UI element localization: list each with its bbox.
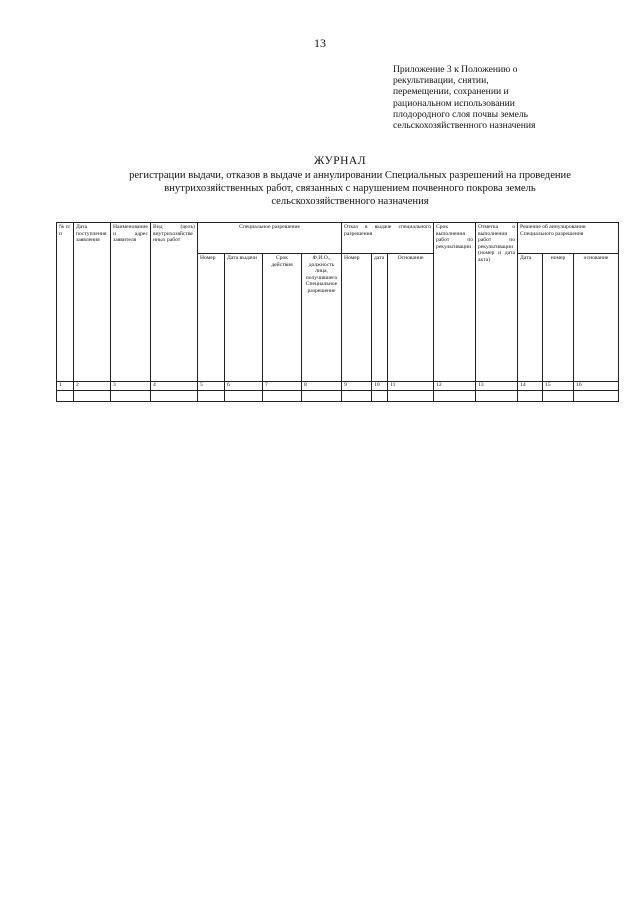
cancel-date-header: Дата <box>518 254 543 382</box>
column-number: 1 <box>57 382 74 391</box>
col-date-header: Дата поступления заявления <box>74 223 111 382</box>
subtitle-line: регистрации выдачи, отказов в выдаче и аннулировании Специальных разрешений на проведение <box>129 170 571 181</box>
refusal-date-header: дата <box>372 254 388 382</box>
column-number: 13 <box>476 382 518 391</box>
empty-data-row <box>57 391 619 402</box>
appendix-line: Приложение 3 к Положению о <box>393 64 518 75</box>
column-number: 4 <box>151 382 198 391</box>
group-cancel-header: Решение об аннулировании Специального разрешения <box>518 223 619 254</box>
permit-fio-header: Ф.И.О., должность лица, получившего Специальное разрешение <box>302 254 342 382</box>
group-permit-header: Специальное разрешение <box>198 223 342 254</box>
appendix-line: рациональном использовании <box>393 97 515 109</box>
column-number: 5 <box>198 382 225 391</box>
column-number: 8 <box>302 382 342 391</box>
permit-date-header: Дата выдачи <box>225 254 263 382</box>
page-number: 13 <box>314 36 326 50</box>
column-number: 6 <box>225 382 263 391</box>
subtitle-line: внутрихозяйственных работ, связанных с нарушением почвенного покрова земель <box>164 183 536 194</box>
permit-term-header: Срок действия <box>263 254 302 382</box>
column-number: 10 <box>372 382 388 391</box>
col-term-header: Срок выполнения работ по рекультивации <box>434 223 476 382</box>
col-mark-header: Отметка о выполнении работ по рекультивации (номер и дата акта) <box>476 223 518 382</box>
permit-number-header: Номер <box>198 254 225 382</box>
column-number: 15 <box>543 382 574 391</box>
column-number: 3 <box>111 382 151 391</box>
document-subtitle <box>60 169 640 208</box>
journal-table <box>56 222 619 402</box>
cancel-number-header: номер <box>543 254 574 382</box>
column-number: 9 <box>342 382 372 391</box>
column-numbers-row <box>57 382 619 391</box>
appendix-line: перемещении, сохранении и <box>393 86 509 98</box>
refusal-number-header: Номер <box>342 254 372 382</box>
header-row <box>57 223 619 254</box>
col-number-header: № п/п <box>57 223 74 382</box>
column-number: 16 <box>574 382 619 391</box>
column-number: 2 <box>74 382 111 391</box>
appendix-line: сельскохозяйственного назначения <box>393 120 536 132</box>
column-number: 7 <box>263 382 302 391</box>
appendix-note <box>393 64 593 131</box>
appendix-line: плодородного слоя почвы земель <box>393 108 529 120</box>
document-title: ЖУРНАЛ <box>313 155 367 167</box>
group-refusal-header: Отказ в выдаче специального разрешения <box>342 223 434 254</box>
column-number: 14 <box>518 382 543 391</box>
cancel-basis-header: основание <box>574 254 619 382</box>
refusal-basis-header: Основание <box>388 254 434 382</box>
col-work-kind-header: Вид (цель) внутрихозяйственных работ <box>151 223 198 382</box>
column-number: 11 <box>388 382 434 391</box>
column-number: 12 <box>434 382 476 391</box>
appendix-line: рекультивации, снятии, <box>393 75 489 87</box>
subtitle-line: сельскохозяйственного назначения <box>271 196 429 207</box>
col-applicant-header: Наименование и адрес заявителя <box>111 223 151 382</box>
